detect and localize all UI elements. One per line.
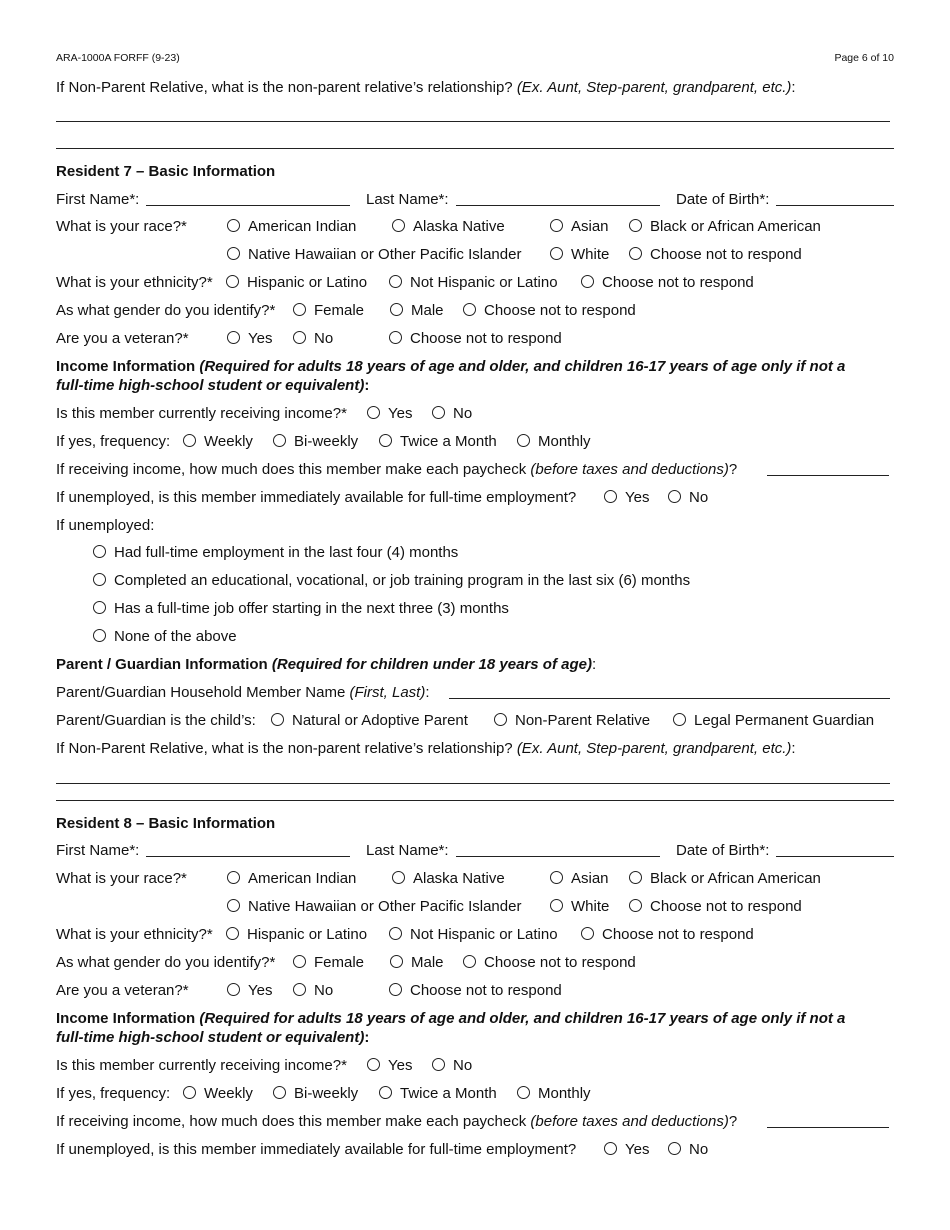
r7-freq-weekly[interactable]: Weekly [183, 432, 253, 452]
r8-last-name-input[interactable] [456, 841, 660, 857]
r8-eth-hispanic[interactable]: Hispanic or Latino [226, 925, 367, 945]
radio-icon[interactable] [93, 629, 106, 642]
relationship-question-top: If Non-Parent Relative, what is the non-parent relative’s relationship? (Ex. Aunt, Step-parent, grandparent, etc.): [56, 79, 796, 96]
radio-icon[interactable] [392, 871, 405, 884]
r7-guardian-name-input[interactable] [449, 683, 890, 699]
r8-receiving-row: Is this member currently receiving income?* Yes No [56, 1057, 473, 1074]
radio-icon[interactable] [273, 434, 286, 447]
r8-gender-female[interactable]: Female [293, 953, 364, 973]
r7-income-heading-2: full-time high-school student or equivalent): [56, 377, 370, 394]
resident-7-title: Resident 7 – Basic Information [56, 163, 276, 180]
radio-icon[interactable] [93, 573, 106, 586]
r7-race-alaska-native[interactable]: Alaska Native [392, 217, 505, 237]
r7-name-row: First Name*: Last Name*: Date of Birth*: [56, 190, 896, 210]
radio-icon[interactable] [668, 490, 681, 503]
radio-icon[interactable] [432, 1058, 445, 1071]
r8-gender-row: As what gender do you identify?* Female Male Choose not to respond [56, 954, 636, 971]
r8-vet-yes[interactable]: Yes [227, 981, 272, 1001]
radio-icon[interactable] [389, 331, 402, 344]
r8-race-row-2 [56, 897, 896, 917]
r7-veteran-row: Are you a veteran?* Yes No Choose not to respond [56, 330, 562, 347]
r8-first-name-input[interactable] [146, 841, 350, 857]
r8-race-native-hawaiian[interactable]: Native Hawaiian or Other Pacific Islander [227, 897, 521, 917]
radio-icon[interactable] [629, 219, 642, 232]
radio-icon[interactable] [668, 1142, 681, 1155]
r7-avail-no[interactable]: No [668, 488, 708, 508]
r8-race-row: What is your race?* American Indian Alaska Native Asian Black or African American [56, 870, 821, 887]
r7-gender-row: As what gender do you identify?* Female Male Choose not to respond [56, 302, 636, 319]
r7-unemp-option-4[interactable]: None of the above [93, 627, 237, 647]
r7-frequency-row: If yes, frequency: Weekly Bi-weekly Twice a Month Monthly [56, 433, 591, 450]
radio-icon[interactable] [517, 1086, 530, 1099]
radio-icon[interactable] [629, 871, 642, 884]
r7-guardian-natural[interactable]: Natural or Adoptive Parent [271, 711, 468, 731]
r7-dob-input[interactable] [776, 190, 894, 206]
radio-icon[interactable] [390, 955, 403, 968]
r8-income-heading: Income Information (Required for adults 18 years of age and older, and children 16-17 years of age only if not a [56, 1010, 846, 1027]
radio-icon[interactable] [226, 275, 239, 288]
r8-income-heading-2: full-time high-school student or equivalent): [56, 1029, 370, 1046]
r8-gender-male[interactable]: Male [390, 953, 444, 973]
r7-paycheck-row: If receiving income, how much does this member make each paycheck (before taxes and deductions)? [56, 460, 896, 480]
r7-gender-male[interactable]: Male [390, 301, 444, 321]
r8-avail-yes[interactable]: Yes [604, 1140, 649, 1160]
r7-avail-yes[interactable]: Yes [604, 488, 649, 508]
r7-guardian-name-row: Parent/Guardian Household Member Name (First, Last): [56, 683, 896, 703]
r7-guardian-legal[interactable]: Legal Permanent Guardian [673, 711, 874, 731]
radio-icon[interactable] [494, 713, 507, 726]
radio-icon[interactable] [389, 275, 402, 288]
r7-race-row: What is your race?* American Indian Alaska Native Asian Black or African American [56, 218, 821, 235]
form-id: ARA-1000A FORFF (9-23) [56, 52, 180, 64]
radio-icon[interactable] [629, 247, 642, 260]
radio-icon[interactable] [183, 434, 196, 447]
r8-race-asian[interactable]: Asian [550, 869, 609, 889]
radio-icon[interactable] [392, 219, 405, 232]
r7-recv-no[interactable]: No [432, 404, 472, 424]
r7-unemployed-label: If unemployed: [56, 517, 155, 534]
r7-race-american-indian[interactable]: American Indian [227, 217, 356, 237]
r8-avail-no[interactable]: No [668, 1140, 708, 1160]
r7-unemp-option-3[interactable]: Has a full-time job offer starting in the next three (3) months [93, 599, 509, 619]
radio-icon[interactable] [227, 899, 240, 912]
r7-guardian-relative[interactable]: Non-Parent Relative [494, 711, 650, 731]
r8-race-american-indian[interactable]: American Indian [227, 869, 356, 889]
radio-icon[interactable] [389, 983, 402, 996]
radio-icon[interactable] [293, 303, 306, 316]
r8-race-black[interactable]: Black or African American [629, 869, 821, 889]
r7-relationship-input[interactable] [56, 768, 890, 784]
radio-icon[interactable] [673, 713, 686, 726]
radio-icon[interactable] [604, 490, 617, 503]
r8-freq-weekly[interactable]: Weekly [183, 1084, 253, 1104]
r7-freq-twice-month[interactable]: Twice a Month [379, 432, 497, 452]
r7-unemp-option-1[interactable]: Had full-time employment in the last four (4) months [93, 543, 458, 563]
r7-unemp-option-2[interactable]: Completed an educational, vocational, or job training program in the last six (6) months [93, 571, 690, 591]
r7-race-white[interactable]: White [550, 245, 609, 265]
r7-eth-hispanic[interactable]: Hispanic or Latino [226, 273, 367, 293]
r8-vet-no-response[interactable]: Choose not to respond [389, 981, 562, 1001]
radio-icon[interactable] [550, 219, 563, 232]
r7-income-heading: Income Information (Required for adults 18 years of age and older, and children 16-17 years of age only if not a [56, 358, 846, 375]
resident-8-title: Resident 8 – Basic Information [56, 815, 276, 832]
radio-icon[interactable] [227, 331, 240, 344]
r7-paycheck-input[interactable] [767, 460, 889, 476]
r8-freq-twice-month[interactable]: Twice a Month [379, 1084, 497, 1104]
radio-icon[interactable] [367, 1058, 380, 1071]
radio-icon[interactable] [273, 1086, 286, 1099]
r7-gender-female[interactable]: Female [293, 301, 364, 321]
r7-first-name-input[interactable] [146, 190, 350, 206]
radio-icon[interactable] [227, 219, 240, 232]
r8-eth-not-hispanic[interactable]: Not Hispanic or Latino [389, 925, 558, 945]
section-divider [56, 800, 894, 801]
page-number: Page 6 of 10 [834, 52, 894, 64]
r7-guardian-type-row: Parent/Guardian is the child’s: Natural or Adoptive Parent Non-Parent Relative Legal Permanent Guardian [56, 712, 875, 729]
radio-icon[interactable] [293, 331, 306, 344]
r7-freq-monthly[interactable]: Monthly [517, 432, 591, 452]
radio-icon[interactable] [226, 927, 239, 940]
radio-icon[interactable] [629, 899, 642, 912]
radio-icon[interactable] [93, 601, 106, 614]
r7-receiving-row: Is this member currently receiving income?* Yes No [56, 405, 473, 422]
r7-race-row-2 [56, 245, 896, 265]
r7-eth-no-response[interactable]: Choose not to respond [581, 273, 754, 293]
radio-icon[interactable] [463, 955, 476, 968]
r8-paycheck-row: If receiving income, how much does this member make each paycheck (before taxes and deductions)? [56, 1112, 896, 1132]
r7-vet-no-response[interactable]: Choose not to respond [389, 329, 562, 349]
radio-icon[interactable] [227, 983, 240, 996]
r8-ethnicity-row: What is your ethnicity?* Hispanic or Latino Not Hispanic or Latino Choose not to respond [56, 926, 754, 943]
r8-race-white[interactable]: White [550, 897, 609, 917]
r8-gender-no-response[interactable]: Choose not to respond [463, 953, 636, 973]
radio-icon[interactable] [379, 434, 392, 447]
r7-recv-yes[interactable]: Yes [367, 404, 412, 424]
r8-dob-input[interactable] [776, 841, 894, 857]
r7-ethnicity-row: What is your ethnicity?* Hispanic or Latino Not Hispanic or Latino Choose not to respond [56, 274, 754, 291]
r8-paycheck-input[interactable] [767, 1112, 889, 1128]
radio-icon[interactable] [517, 434, 530, 447]
section-divider [56, 148, 894, 149]
r7-eth-not-hispanic[interactable]: Not Hispanic or Latino [389, 273, 558, 293]
r8-frequency-row: If yes, frequency: Weekly Bi-weekly Twice a Month Monthly [56, 1085, 591, 1102]
r8-available-row: If unemployed, is this member immediately available for full-time employment? Yes No [56, 1141, 709, 1158]
r7-race-asian[interactable]: Asian [550, 217, 609, 237]
radio-icon[interactable] [367, 406, 380, 419]
radio-icon[interactable] [604, 1142, 617, 1155]
r8-recv-yes[interactable]: Yes [367, 1056, 412, 1076]
r7-race-native-hawaiian[interactable]: Native Hawaiian or Other Pacific Islander [227, 245, 521, 265]
radio-icon[interactable] [390, 303, 403, 316]
radio-icon[interactable] [550, 871, 563, 884]
radio-icon[interactable] [227, 247, 240, 260]
r8-race-alaska-native[interactable]: Alaska Native [392, 869, 505, 889]
r8-freq-biweekly[interactable]: Bi-weekly [273, 1084, 358, 1104]
radio-icon[interactable] [271, 713, 284, 726]
r7-parent-heading: Parent / Guardian Information (Required for children under 18 years of age): [56, 656, 597, 673]
radio-icon[interactable] [227, 871, 240, 884]
r7-vet-yes[interactable]: Yes [227, 329, 272, 349]
r7-race-black[interactable]: Black or African American [629, 217, 821, 237]
radio-icon[interactable] [293, 983, 306, 996]
radio-icon[interactable] [379, 1086, 392, 1099]
r8-eth-no-response[interactable]: Choose not to respond [581, 925, 754, 945]
radio-icon[interactable] [550, 247, 563, 260]
r7-relationship-question: If Non-Parent Relative, what is the non-parent relative’s relationship? (Ex. Aunt, Step-parent, grandparent, etc.): [56, 740, 796, 757]
r8-name-row: First Name*: Last Name*: Date of Birth*: [56, 841, 896, 861]
r8-veteran-row: Are you a veteran?* Yes No Choose not to respond [56, 982, 562, 999]
radio-icon[interactable] [432, 406, 445, 419]
r7-gender-no-response[interactable]: Choose not to respond [463, 301, 636, 321]
r7-available-row: If unemployed, is this member immediately available for full-time employment? Yes No [56, 489, 709, 506]
r8-race-no-response[interactable]: Choose not to respond [629, 897, 802, 917]
r8-recv-no[interactable]: No [432, 1056, 472, 1076]
radio-icon[interactable] [581, 927, 594, 940]
r7-vet-no[interactable]: No [293, 329, 333, 349]
radio-icon[interactable] [93, 545, 106, 558]
r7-race-no-response[interactable]: Choose not to respond [629, 245, 802, 265]
relationship-input-top[interactable] [56, 106, 890, 122]
r8-freq-monthly[interactable]: Monthly [517, 1084, 591, 1104]
r7-last-name-input[interactable] [456, 190, 660, 206]
radio-icon[interactable] [581, 275, 594, 288]
radio-icon[interactable] [183, 1086, 196, 1099]
radio-icon[interactable] [389, 927, 402, 940]
r8-vet-no[interactable]: No [293, 981, 333, 1001]
radio-icon[interactable] [550, 899, 563, 912]
r7-freq-biweekly[interactable]: Bi-weekly [273, 432, 358, 452]
radio-icon[interactable] [293, 955, 306, 968]
radio-icon[interactable] [463, 303, 476, 316]
